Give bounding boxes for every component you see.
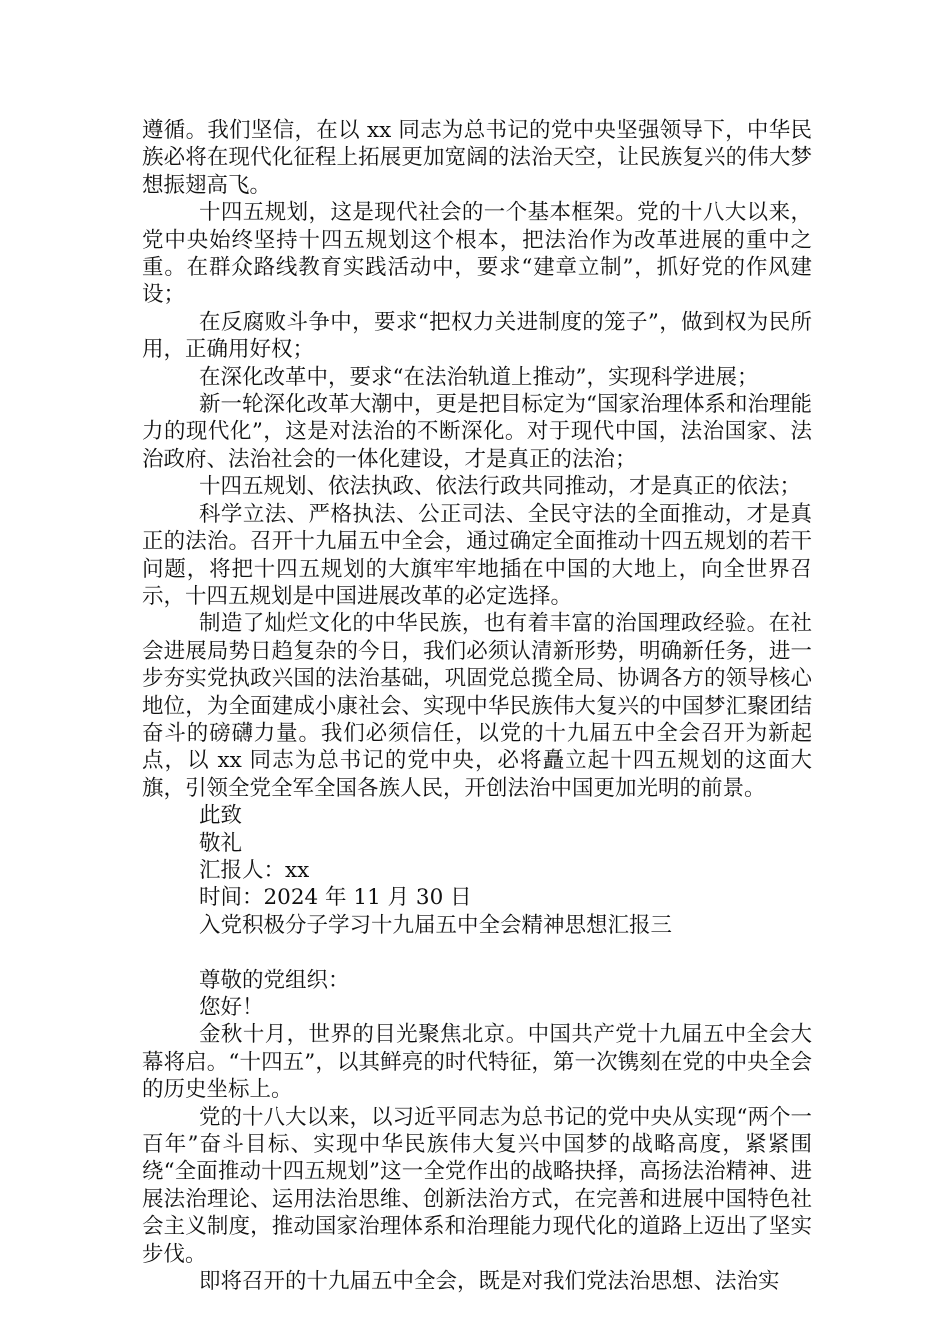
paragraph-anti-corruption: 在反腐败斗争中，要求“把权力关进制度的笼子”，做到权为民所用，正确用好权； <box>142 309 812 363</box>
paragraph-deepen-reform: 在深化改革中，要求“在法治轨道上推动”，实现科学进展； <box>199 364 759 390</box>
paragraph-rule-by-law: 十四五规划、依法执政、依法行政共同推动，才是真正的依法； <box>199 474 802 500</box>
paragraph-upcoming-plenary: 即将召开的十九届五中全会，既是对我们党法治思想、法治实 <box>199 1269 780 1295</box>
date-line: 时间：2024 年 11 月 30 日 <box>199 885 472 911</box>
document-body <box>142 117 812 1295</box>
paragraph-conclusion: 制造了灿烂文化的中华民族，也有着丰富的治国理政经验。在社会进展局势日趋复杂的今日，我们必须认清新形势，明确新任务，进一步夯实党执政兴国的法治基础，巩固党总揽全局、协调各方的领导核心地位，为全面建成小康社会、实现中华民族伟大复兴的中国梦汇聚团结奋斗的磅礴力量。我们必须信任，以党的十九届五中全会召开为新起点，以 xx 同志为总书记的党中央，必将矗立起十四五规划的这面大旗，引领全党全军全国各族人民，开创法治中国更加光明的前景。 <box>142 611 812 801</box>
paragraph-modernization: 新一轮深化改革大潮中，更是把目标定为“国家治理体系和治理能力的现代化”，这是对法治的不断深化。对于现代中国，法治国家、法治政府、法治社会的一体化建设，才是真正的法治； <box>142 392 812 472</box>
paragraph-since-18th: 党的十八大以来，以习近平同志为总书记的党中央从实现“两个一百年”奋斗目标、实现中华民族伟大复兴中国梦的战略高度，紧紧围绕“全面推动十四五规划”这一全党作出的战略抉择，高扬法治精神、进展法治理论、运用法治思维、创新法治方式，在完善和进展中国特色社会主义制度，推动国家治理体系和治理能力现代化的道路上迈出了坚实步伐。 <box>142 1104 812 1267</box>
closing-salutation: 此致 <box>199 803 243 829</box>
closing-regards: 敬礼 <box>199 830 243 856</box>
blank-line <box>142 939 812 966</box>
section-title: 入党积极分子学习十九届五中全会精神思想汇报三 <box>199 912 673 938</box>
paragraph-plenary: 科学立法、严格执法、公正司法、全民守法的全面推动，才是真正的法治。召开十九届五中全会，通过确定全面推动十四五规划的若干问题，将把十四五规划的大旗牢牢地插在中国的大地上，向全世界召示，十四五规划是中国进展改革的必定选择。 <box>142 501 812 609</box>
paragraph-framework: 十四五规划，这是现代社会的一个基本框架。党的十八大以来，党中央始终坚持十四五规划这个根本，把法治作为改革进展的重中之重。在群众路线教育实践活动中，要求“建章立制”，抓好党的作风建设； <box>142 200 812 308</box>
paragraph-golden-autumn: 金秋十月，世界的目光聚焦北京。中国共产党十九届五中全会大幕将启。“十四五”，以其鲜亮的时代特征，第一次镌刻在党的中央全会的历史坐标上。 <box>142 1022 812 1103</box>
paragraph-continuation: 遵循。我们坚信，在以 xx 同志为总书记的党中央坚强领导下，中华民族必将在现代化征程上拓展更加宽阔的法治天空，让民族复兴的伟大梦想振翅高飞。 <box>142 118 812 198</box>
greeting-hello: 您好！ <box>199 994 264 1020</box>
reporter-line: 汇报人：xx <box>199 857 310 883</box>
greeting-organization: 尊敬的党组织： <box>199 967 350 993</box>
